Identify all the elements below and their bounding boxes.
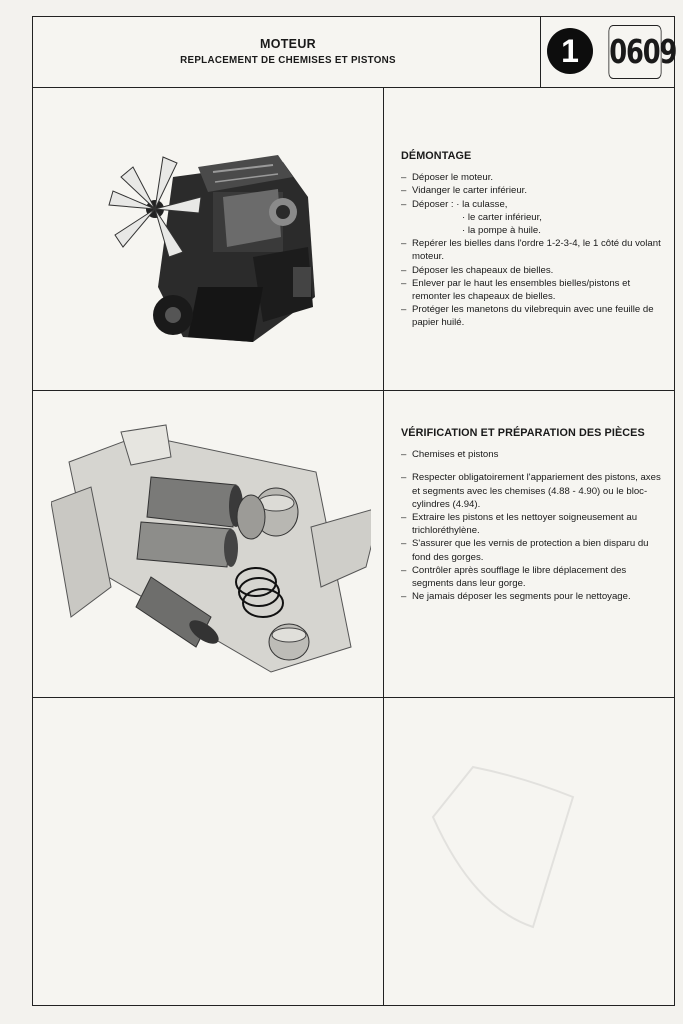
demontage-steps — [401, 171, 666, 329]
list-item: – Contrôler après soufflage le libre déplacement des segments dans leur gorge. — [401, 564, 669, 590]
list-item-text: Déposer : · la culasse, — [412, 198, 508, 210]
row-divider-2 — [33, 697, 674, 698]
list-item: – Respecter obligatoirement l'appariement des pistons, axes et segments avec les chemises (4.88 - 4.90) ou le bloc-cylindres (4.94). — [401, 471, 669, 511]
list-item: – Déposer les chapeaux de bielles. — [401, 264, 666, 277]
bleed-through-shape — [413, 757, 613, 937]
list-item: – Protéger les manetons du vilebrequin avec une feuille de papier huilé. — [401, 303, 666, 329]
page-subtitle: REPLACEMENT DE CHEMISES ET PISTONS — [180, 55, 396, 66]
row-divider-1 — [33, 390, 674, 391]
list-item: – Enlever par le haut les ensembles bielles/pistons et remonter les chapeaux de bielles. — [401, 277, 666, 303]
page-code: 0609 — [608, 25, 661, 79]
list-item: – Déposer le moteur. — [401, 171, 666, 184]
engine-photo — [103, 137, 333, 352]
document-page — [32, 16, 675, 1006]
list-item: – Ne jamais déposer les segments pour le nettoyage. — [401, 590, 669, 603]
demontage-title: DÉMONTAGE — [401, 150, 472, 162]
header-divider — [540, 17, 541, 87]
engine-illustration — [103, 137, 333, 352]
verification-steps — [401, 448, 669, 603]
verification-title: VÉRIFICATION ET PRÉPARATION DES PIÈCES — [401, 427, 645, 439]
liner-piston-kit-photo — [51, 417, 371, 677]
verification-section — [401, 427, 669, 603]
sub-item: · le carter inférieur, — [462, 211, 542, 223]
page-header — [33, 17, 677, 88]
column-divider — [383, 87, 384, 1005]
list-item — [401, 198, 666, 238]
list-item: – Vidanger le carter inférieur. — [401, 184, 666, 197]
bleed-through-outline — [413, 757, 613, 937]
list-item: – S'assurer que les vernis de protection a bien disparu du fond des gorges. — [401, 537, 669, 563]
section-number-badge: 1 — [547, 28, 593, 74]
list-item: – Chemises et pistons — [401, 448, 669, 461]
list-item: – Repérer les bielles dans l'ordre 1-2-3-4, le 1 côté du volant moteur. — [401, 237, 666, 263]
parts-kit-illustration — [51, 417, 371, 677]
list-item: – Extraire les pistons et les nettoyer soigneusement au trichloréthylène. — [401, 511, 669, 537]
demontage-section — [401, 150, 666, 330]
page-title: MOTEUR — [260, 37, 316, 51]
sub-item: · la pompe à huile. — [462, 225, 541, 237]
